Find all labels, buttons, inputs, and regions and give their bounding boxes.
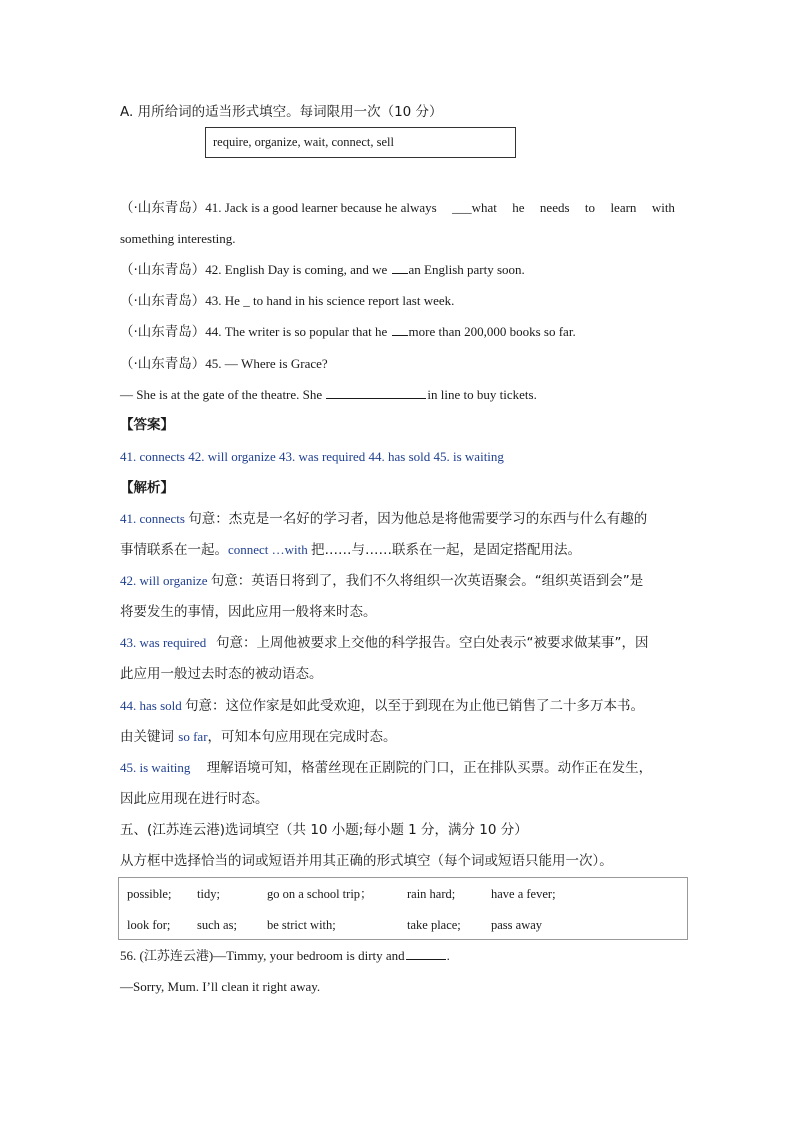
- answer-blank: [406, 947, 446, 960]
- section-five-instruction: 从方框中选择恰当的词或短语并用其正确的形式填空（每个词或短语只能用一次）。: [120, 853, 613, 869]
- section-five-title: 五、(江苏连云港)选词填空（共 10 小题;每小题 1 分，满分 10 分）: [120, 822, 528, 838]
- question-43: （·山东青岛）43. He _ to hand in his science report last week.: [120, 293, 455, 309]
- question-42: （·山东青岛）42. English Day is coming, and we an English party soon.: [120, 262, 525, 278]
- source-tag: （·山东青岛）: [120, 356, 206, 372]
- word-box: [205, 127, 516, 158]
- analysis-label: 【解析】: [120, 480, 174, 496]
- question-56-reply: —Sorry, Mum. I’ll clean it right away.: [120, 979, 321, 994]
- section-a-title: A. 用所给词的适当形式填空。每词限用一次（10 分）: [120, 104, 443, 120]
- phrase-cell: have a fever;: [491, 887, 556, 901]
- question-41-line1: （·山东青岛）41. Jack is a good learner because he always ___what he needs to learn with: [120, 200, 675, 216]
- source-tag: （·山东青岛）: [120, 293, 206, 309]
- answer-text: 41. connects 42. will organize 43. was required 44. has sold 45. is waiting: [120, 449, 504, 464]
- phrase-cell: look for;: [127, 918, 171, 932]
- question-44: （·山东青岛）44. The writer is so popular that he more than 200,000 books so far.: [120, 324, 576, 340]
- phrase-cell: such as;: [197, 918, 237, 932]
- phrase-cell: take place;: [407, 918, 461, 932]
- phrase-cell: pass away: [491, 918, 543, 932]
- answer-label: 【答案】: [120, 417, 174, 433]
- analysis-43: 43. was required 句意：上周他被要求上交他的科学报告。空白处表示“被要求做某事”，因: [120, 635, 649, 651]
- phrase-cell: rain hard;: [407, 887, 456, 901]
- phrase-cell: be strict with;: [267, 918, 336, 932]
- analysis-44-line2: 由关键词 so far，可知本句应用现在完成时态。: [120, 729, 397, 745]
- question-45-line2: — She is at the gate of the theatre. She in line to buy tickets.: [120, 387, 537, 402]
- source-tag: （·山东青岛）: [120, 200, 206, 216]
- analysis-41: 41. connects 句意：杰克是一名好的学习者，因为他总是将他需要学习的东西与什么有趣的: [120, 511, 648, 527]
- analysis-45: 45. is waiting 理解语境可知，格蕾丝现在正剧院的门口，正在排队买票。动作正在发生，: [120, 760, 653, 776]
- answer-blank: [392, 261, 408, 274]
- analysis-42-line2: 将要发生的事情，因此应用一般将来时态。: [120, 604, 377, 620]
- source-tag: （·山东青岛）: [120, 324, 206, 340]
- question-45: （·山东青岛）45. — Where is Grace?: [120, 356, 328, 372]
- analysis-45-line2: 因此应用现在进行时态。: [120, 791, 269, 807]
- analysis-41-line2: 事情联系在一起。connect …with 把……与……联系在一起，是固定搭配用法。: [120, 542, 582, 558]
- question-56: 56. (江苏连云港)—Timmy, your bedroom is dirty and .: [120, 948, 450, 963]
- phrase-cell: tidy;: [197, 887, 220, 901]
- phrase-box: [118, 877, 688, 940]
- word-box-text: require, organize, wait, connect, sell: [213, 135, 394, 149]
- analysis-42: 42. will organize 句意：英语日将到了，我们不久将组织一次英语聚会。“组织英语到会”是: [120, 573, 644, 589]
- answer-blank: [392, 323, 408, 336]
- question-41: [120, 199, 675, 217]
- analysis-43-line2: 此应用一般过去时态的被动语态。: [120, 666, 323, 682]
- source-tag: （·山东青岛）: [120, 262, 206, 278]
- phrase-cell: possible;: [127, 887, 172, 901]
- answer-blank: [326, 386, 426, 399]
- analysis-44: 44. has sold 句意：这位作家是如此受欢迎，以至于到现在为止他已销售了二十多万本书。: [120, 698, 644, 714]
- question-41-line2: something interesting.: [120, 231, 236, 246]
- phrase-cell: go on a school trip；: [267, 887, 373, 901]
